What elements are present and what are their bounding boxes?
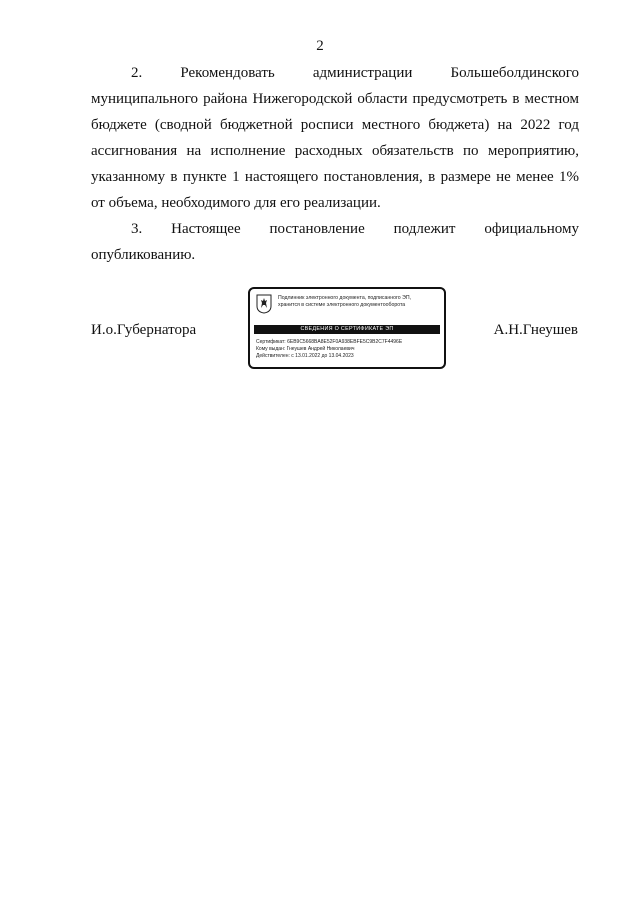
stamp-header [278,295,443,308]
page-number: 2 [316,38,324,54]
stamp-validity: Действителен: с 13.01.2022 до 13.04.2023 [256,353,354,359]
deer-coat-of-arms-icon [256,294,272,314]
document-body [91,60,579,268]
stamp-header-line-2: хранится в системе электронного документооборота [278,301,406,308]
stamp-details [256,339,442,360]
paragraph-recommendation: 2. Рекомендовать администрации Большеболдинского муниципального района Нижегородской области предусмотреть в местном бюджете (сводной бюджетной росписи местного бюджета) на 2022 год ассигнования на исполнение расходных обязательств по мероприятию, указанному в пункте 1 настоящего постановления, в размере не менее 1% от объема, необходимого для его реализации. [91,65,579,211]
stamp-certificate-number: Сертификат: 6EB9C5668BA8E52F0A938EBFE5C9B2C7F4496E [256,339,403,345]
signatory-name: А.Н.Гнеушев [493,322,578,338]
stamp-header-line-1: Подлинник электронного документа, подписанного ЭП, [278,295,412,301]
stamp-issued-to: Кому выдан: Гнеушев Андрей Николаевич [256,346,355,352]
signatory-role: И.о.Губернатора [91,322,197,338]
paragraph-publication: 3. Настоящее постановление подлежит официальному опубликованию. [91,221,579,263]
electronic-signature-stamp [248,287,446,369]
stamp-certificate-bar: СВЕДЕНИЯ О СЕРТИФИКАТЕ ЭП [254,325,440,334]
